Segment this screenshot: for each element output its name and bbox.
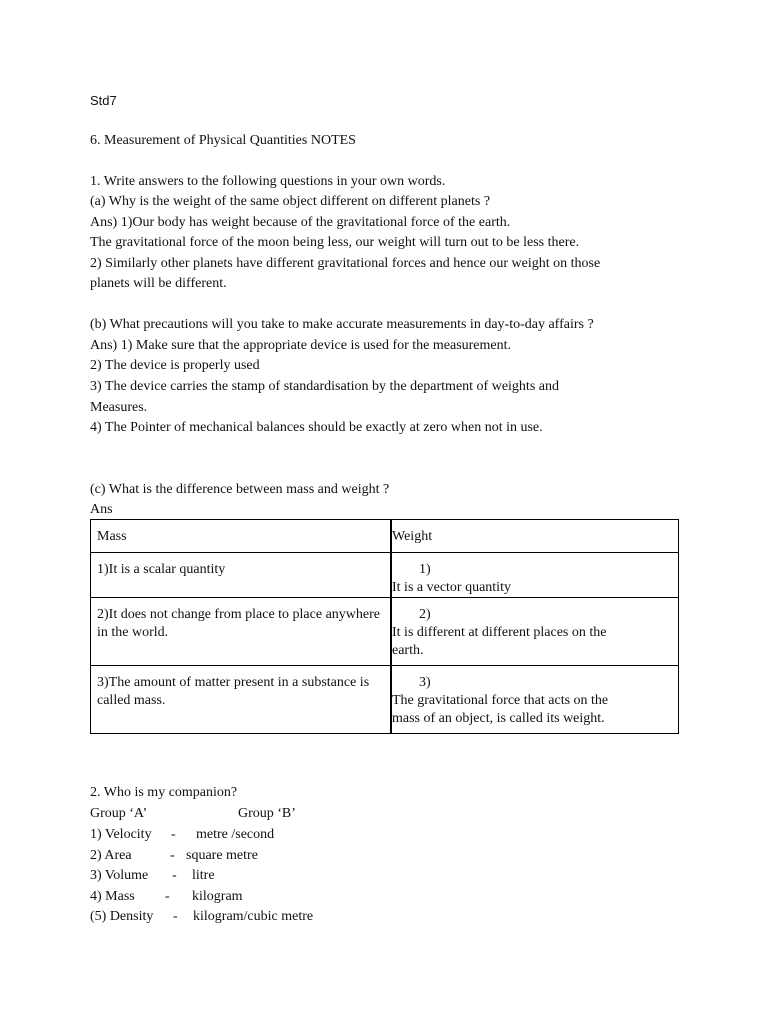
pair-b: kilogram/cubic metre [193, 909, 314, 924]
pair-separator: - [170, 848, 175, 863]
page-title: 6. Measurement of Physical Quantities NOTES [90, 133, 356, 148]
pair-a: 2) Area [90, 848, 132, 863]
weight-text: The gravitational force that acts on the mass of an object, is called its weight. [392, 693, 609, 726]
answer-1c-label: Ans [90, 502, 113, 517]
pair-a: 1) Velocity [90, 827, 152, 842]
question-1b: (b) What precautions will you take to make accurate measurements in day-to-day affairs ? [90, 317, 594, 332]
weight-cell [391, 666, 679, 734]
answer-1b-line: 3) The device carries the stamp of standardisation by the department of weights and [90, 379, 559, 394]
table-row [91, 598, 679, 666]
table-header-row [91, 520, 679, 553]
question-1c: (c) What is the difference between mass and weight ? [90, 482, 390, 497]
pair-b: metre /second [196, 827, 275, 842]
weight-number: 2) [419, 607, 431, 622]
header-weight: Weight [391, 520, 679, 553]
weight-cell [391, 553, 679, 598]
header-mass: Mass [91, 520, 392, 553]
table-row [91, 553, 679, 598]
pair-separator: - [165, 889, 170, 904]
group-b-label: Group ‘B’ [238, 806, 296, 821]
answer-1b-line: 4) The Pointer of mechanical balances should be exactly at zero when not in use. [90, 420, 543, 435]
pair-a: (5) Density [90, 909, 154, 924]
question-1-heading: 1. Write answers to the following questions in your own words. [90, 174, 446, 189]
answer-1a-line: The gravitational force of the moon being less, our weight will turn out to be less there. [90, 235, 580, 250]
answer-1b-line: Ans) 1) Make sure that the appropriate device is used for the measurement. [90, 338, 512, 353]
question-1a: (a) Why is the weight of the same object different on different planets ? [90, 194, 491, 209]
mass-cell: 3)The amount of matter present in a substance is called mass. [91, 666, 392, 734]
mass-weight-table [90, 519, 679, 734]
class-label: Std7 [90, 93, 117, 108]
group-a-label: Group ‘A’ [90, 806, 148, 821]
mass-cell: 2)It does not change from place to place anywhere in the world. [91, 598, 392, 666]
table-row [91, 666, 679, 734]
pair-b: square metre [186, 848, 258, 863]
answer-1b-line: 2) The device is properly used [90, 358, 260, 373]
pair-a: 4) Mass [90, 889, 135, 904]
weight-text: It is a vector quantity [392, 580, 511, 595]
weight-cell [391, 598, 679, 666]
weight-number: 3) [419, 675, 431, 690]
mass-cell: 1)It is a scalar quantity [91, 553, 392, 598]
weight-text: It is different at different places on the earth. [392, 625, 607, 658]
pair-separator: - [173, 909, 178, 924]
answer-1a-line: planets will be different. [90, 276, 227, 291]
pair-b: kilogram [192, 889, 243, 904]
weight-number: 1) [419, 562, 431, 577]
pair-separator: - [172, 868, 177, 883]
pair-b: litre [192, 868, 215, 883]
answer-1a-line: Ans) 1)Our body has weight because of the gravitational force of the earth. [90, 215, 511, 230]
answer-1a-line: 2) Similarly other planets have different gravitational forces and hence our weight on those [90, 256, 601, 271]
question-2-heading: 2. Who is my companion? [90, 785, 238, 800]
answer-1b-line: Measures. [90, 400, 148, 415]
pair-a: 3) Volume [90, 868, 149, 883]
pair-separator: - [171, 827, 176, 842]
